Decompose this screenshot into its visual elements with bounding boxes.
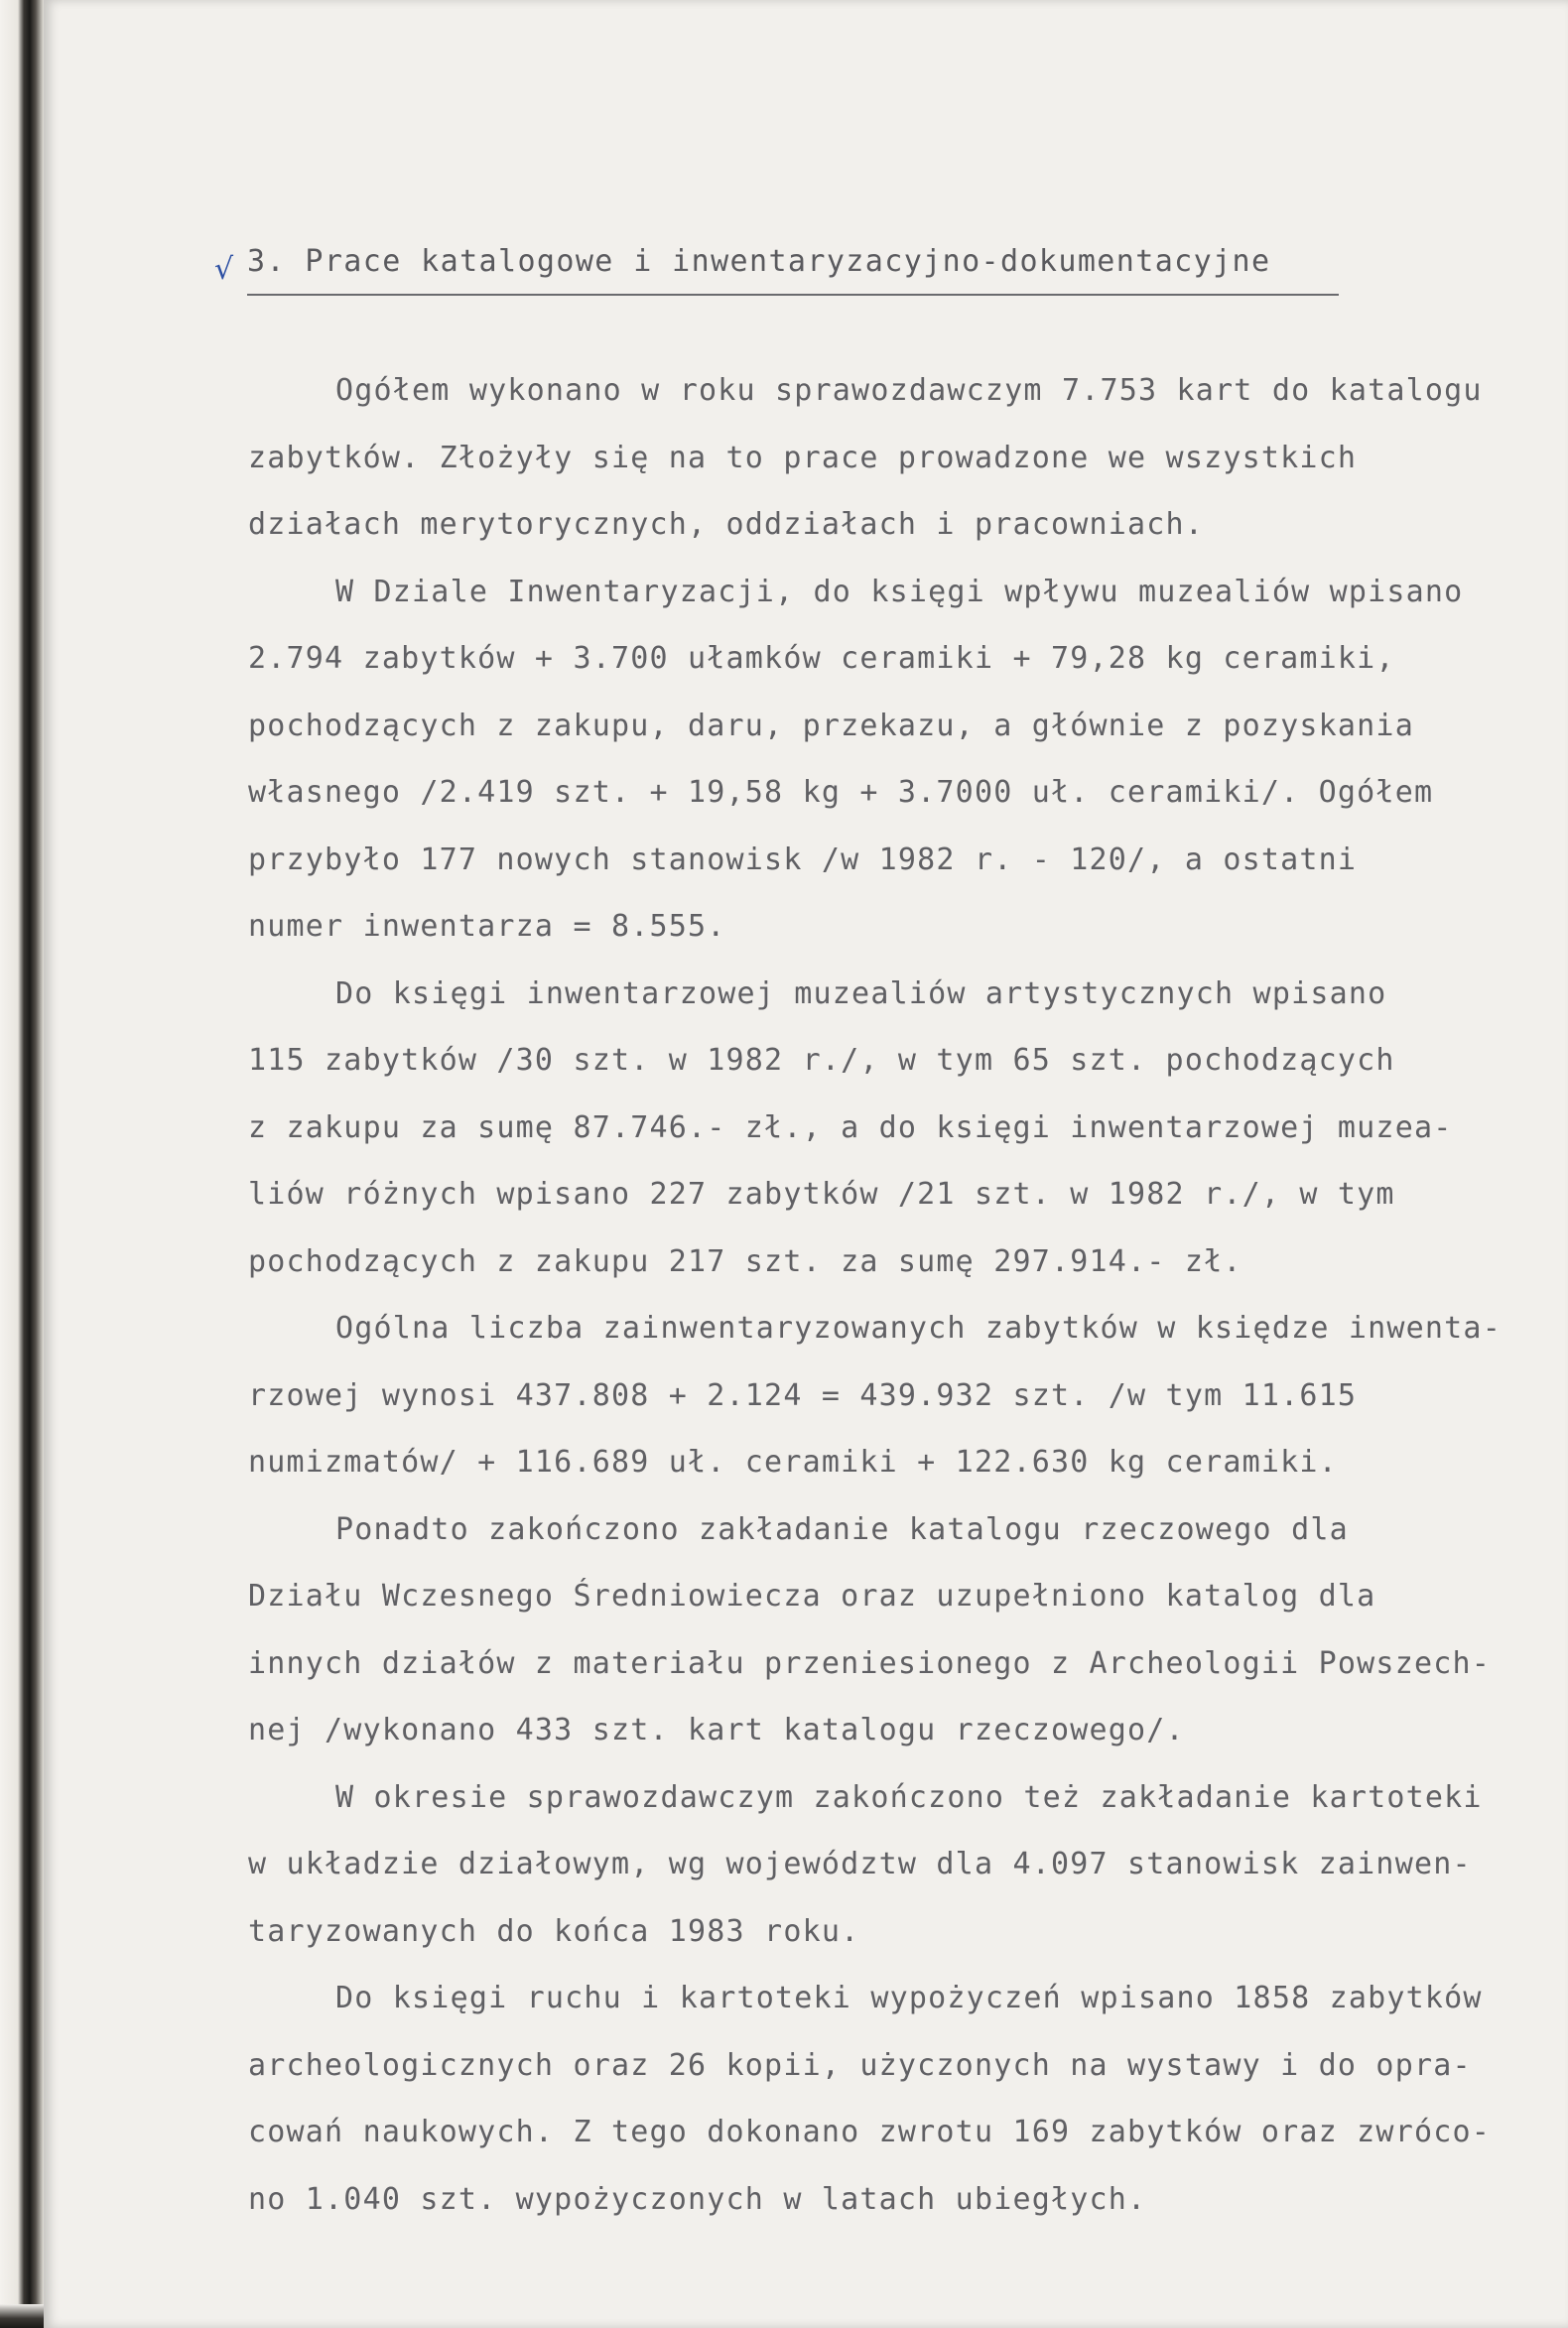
text-line: numizmatów/ + 116.689 uł. ceramiki + 122.630 kg ceramiki. bbox=[248, 1445, 1338, 1480]
text-line: własnego /2.419 szt. + 19,58 kg + 3.7000 uł. ceramiki/. Ogółem bbox=[248, 775, 1434, 810]
text-line: taryzowanych do końca 1983 roku. bbox=[248, 1913, 860, 1949]
text-line: liów różnych wpisano 227 zabytków /21 szt. w 1982 r./, w tym bbox=[248, 1177, 1395, 1212]
text-line: Ogólna liczba zainwentaryzowanych zabytków w księdze inwenta- bbox=[335, 1311, 1502, 1346]
text-line: Ogółem wykonano w roku sprawozdawczym 7.753 kart do katalogu bbox=[335, 373, 1483, 408]
text-line: Do księgi inwentarzowej muzealiów artystycznych wpisano bbox=[335, 975, 1387, 1011]
heading-underline bbox=[247, 294, 1339, 296]
report-body bbox=[248, 357, 1568, 2233]
text-line: przybyło 177 nowych stanowisk /w 1982 r. - 120/, a ostatni bbox=[248, 841, 1358, 877]
text-line: Do księgi ruchu i kartoteki wypożyczeń wpisano 1858 zabytków bbox=[335, 1981, 1483, 2015]
text-line: 2.794 zabytków + 3.700 ułamków ceramiki + 79,28 kg ceramiki, bbox=[248, 641, 1395, 676]
text-line: z zakupu za sumę 87.746.- zł., a do księgi inwentarzowej muzea- bbox=[248, 1109, 1453, 1145]
text-line: archeologicznych oraz 26 kopii, użyczonych na wystawy i do opra- bbox=[248, 2047, 1472, 2083]
text-line: rzowej wynosi 437.808 + 2.124 = 439.932 szt. /w tym 11.615 bbox=[248, 1377, 1358, 1413]
text-line: w układzie działowym, wg województw dla 4.097 stanowisk zainwen- bbox=[248, 1847, 1472, 1881]
section-heading-text: 3. Prace katalogowe i inwentaryzacyjno-dokumentacyjne bbox=[247, 244, 1271, 279]
text-line: zabytków. Złożyły się na to prace prowadzone we wszystkich bbox=[248, 440, 1358, 475]
text-line: Działu Wczesnego Średniowiecza oraz uzupełniono katalog dla bbox=[248, 1579, 1376, 1614]
text-line: pochodzących z zakupu, daru, przekazu, a głównie z pozyskania bbox=[248, 708, 1414, 743]
text-line: cowań naukowych. Z tego dokonano zwrotu 169 zabytków oraz zwróco- bbox=[248, 2115, 1491, 2149]
text-line: W Dziale Inwentaryzacji, do księgi wpływu muzealiów wpisano bbox=[335, 574, 1464, 609]
text-line: numer inwentarza = 8.555. bbox=[248, 909, 726, 944]
text-line: nej /wykonano 433 szt. kart katalogu rzeczowego/. bbox=[248, 1713, 1185, 1747]
text-line: działach merytorycznych, oddziałach i pracowniach. bbox=[248, 507, 1205, 542]
document-page bbox=[44, 0, 1568, 2328]
section-heading bbox=[247, 244, 1339, 279]
text-line: 115 zabytków /30 szt. w 1982 r./, w tym 65 szt. pochodzących bbox=[248, 1043, 1395, 1078]
text-line: no 1.040 szt. wypożyczonych w latach ubiegłych. bbox=[248, 2181, 1147, 2217]
text-line: Ponadto zakończono zakładanie katalogu rzeczowego dla bbox=[335, 1511, 1349, 1547]
text-line: innych działów z materiału przeniesionego z Archeologii Powszech- bbox=[248, 1645, 1491, 1681]
book-binding bbox=[0, 0, 44, 2328]
text-line: W okresie sprawozdawczym zakończono też zakładanie kartoteki bbox=[335, 1779, 1483, 1815]
handwritten-check-mark: √ bbox=[214, 252, 234, 287]
text-line: pochodzących z zakupu 217 szt. za sumę 297.914.- zł. bbox=[248, 1243, 1242, 1279]
